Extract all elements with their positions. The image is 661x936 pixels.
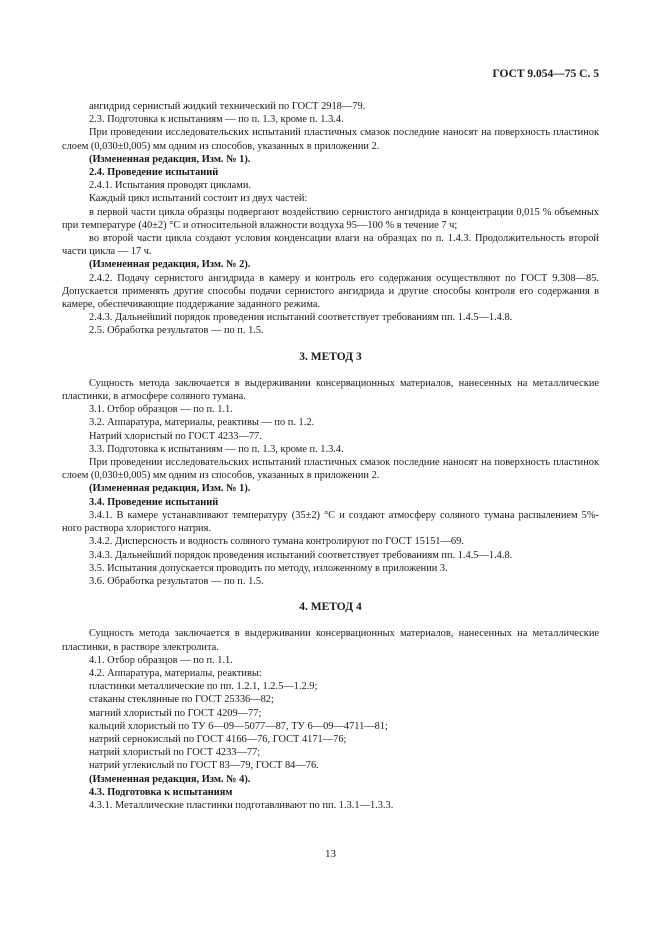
paragraph: 3.4.2. Дисперсность и водность соляного тумана контролируют по ГОСТ 15151—69.: [89, 536, 464, 548]
paragraph: 2.4.1. Испытания проводят циклами.: [89, 180, 251, 192]
paragraph: При проведении исследовательских испытаний пластичных смазок последние наносят на поверхность пластинок слоем (0,030±0,005) мм одним из способов, указанных в приложении 2.: [62, 127, 599, 152]
amendment-note: (Измененная редакция, Изм. № 1).: [89, 483, 251, 495]
paragraph: 2.3. Подготовка к испытаниям — по п. 1.3, кроме п. 1.3.4.: [89, 114, 344, 126]
paragraph: 3.4.1. В камере устанавливают температуру (35±2) °С и создают атмосферу соляного тумана распылением 5%-ного раствора хлористого натрия.: [62, 509, 599, 535]
paragraph: 3.2. Аппаратура, материалы, реактивы — по п. 1.2.: [89, 417, 315, 429]
paragraph: во второй части цикла создают условия конденсации влаги на образцах по п. 1.4.3. Продолжительность второй части цикла — 17 ч.: [62, 233, 599, 258]
paragraph: 4.2. Аппаратура, материалы, реактивы:: [89, 667, 262, 679]
list-item: пластинки металлические по пп. 1.2.1, 1.2.5—1.2.9;: [89, 681, 318, 693]
document-body: [62, 100, 599, 812]
paragraph: При проведении исследовательских испытаний пластичных смазок последние наносят на поверхность пластинок слоем (0,030±0,005) мм одним из способов, указанных в приложении 2.: [62, 457, 599, 482]
list-item: стаканы стеклянные по ГОСТ 25336—82;: [89, 694, 274, 706]
page-number: 13: [325, 848, 336, 860]
paragraph: 2.4.2. Подачу сернистого ангидрида в камеру и контроль его содержания осуществляют по ГОСТ 9.308—85. Допускается применять другие способы подачи сернистого ангидрида и другие способы контроля его содержания в камере, обеспечивающие поддержание заданного режима.: [62, 272, 599, 311]
paragraph: 3.5. Испытания допускается проводить по методу, изложенному в приложении 3.: [89, 562, 448, 574]
paragraph: Каждый цикл испытаний состоит из двух частей:: [89, 193, 308, 205]
section-heading: 2.4. Проведение испытаний: [89, 167, 219, 179]
method-3-heading: 3. МЕТОД 3: [299, 350, 362, 363]
paragraph: 2.4.3. Дальнейший порядок проведения испытаний соответствует требованиям пп. 1.4.5—1.4.8.: [89, 312, 513, 324]
amendment-note: (Измененная редакция, Изм. № 2).: [89, 259, 251, 271]
list-item: магний хлористый по ГОСТ 4209—77;: [89, 707, 262, 719]
amendment-note: (Измененная редакция, Изм. № 1).: [89, 153, 251, 165]
paragraph: 3.4.3. Дальнейший порядок проведения испытаний соответствует требованиям пп. 1.4.5—1.4.8.: [89, 549, 513, 561]
amendment-note: (Измененная редакция, Изм. № 4).: [89, 773, 251, 785]
paragraph: в первой части цикла образцы подвергают воздействию сернистого ангидрида в концентрации 0,015 % объемных при температуре (40±2) °С и относительной влажности воздуха 95—100 % в течение 7 ч;: [62, 206, 599, 231]
running-title: ГОСТ 9.054—75 С. 5: [492, 68, 599, 80]
list-item: натрий сернокислый по ГОСТ 4166—76, ГОСТ 4171—76;: [89, 733, 347, 745]
section-heading: 4.3. Подготовка к испытаниям: [89, 786, 233, 798]
paragraph: 3.1. Отбор образцов — по п. 1.1.: [89, 404, 233, 416]
list-item: натрий хлористый по ГОСТ 4233—77;: [89, 747, 261, 759]
section-heading: 3.4. Проведение испытаний: [89, 496, 219, 508]
paragraph: Натрий хлористый по ГОСТ 4233—77.: [89, 430, 262, 442]
paragraph: 2.5. Обработка результатов — по п. 1.5.: [89, 325, 264, 337]
paragraph: 3.3. Подготовка к испытаниям — по п. 1.3, кроме п. 1.3.4.: [89, 443, 344, 455]
paragraph: Сущность метода заключается в выдерживании консервационных материалов, нанесенных на металлические пластинки, в растворе электролита.: [62, 628, 599, 653]
paragraph: 4.1. Отбор образцов — по п. 1.1.: [89, 654, 233, 666]
paragraph: 3.6. Обработка результатов — по п. 1.5.: [89, 575, 264, 587]
paragraph: ангидрид сернистый жидкий технический по ГОСТ 2918—79.: [89, 101, 366, 112]
method-4-heading: 4. МЕТОД 4: [299, 601, 362, 614]
paragraph: 4.3.1. Металлические пластинки подготавливают по пп. 1.3.1—1.3.3.: [89, 799, 394, 811]
paragraph: Сущность метода заключается в выдерживании консервационных материалов, нанесенных на металлические пластинки, в атмосфере соляного тумана.: [62, 377, 599, 403]
list-item: кальций хлористый по ТУ 6—09—5077—87, ТУ 6—09—4711—81;: [89, 720, 388, 732]
list-item: натрий углекислый по ГОСТ 83—79, ГОСТ 84—76.: [89, 760, 319, 772]
